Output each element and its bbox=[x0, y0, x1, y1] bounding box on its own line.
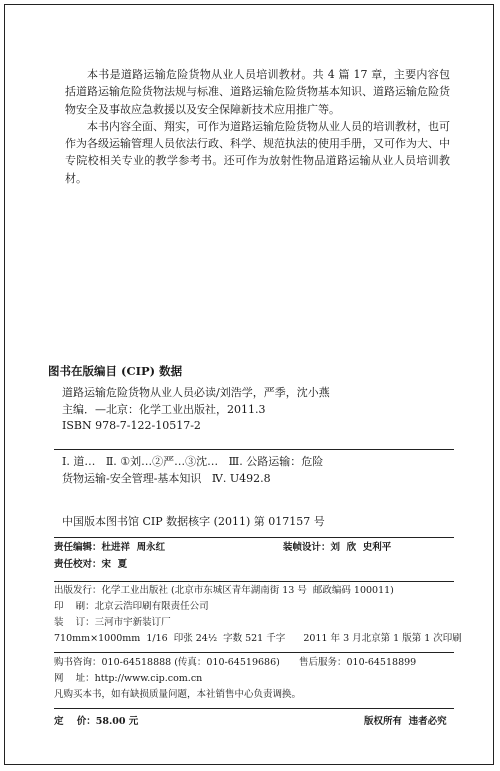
copyright-notice: 版权所有 违者必究 bbox=[364, 716, 447, 727]
binder-info: 装 订：三河市宇新装订厂 bbox=[54, 617, 171, 628]
website: 网 址：http://www.cip.com.cn bbox=[54, 673, 203, 684]
divider bbox=[54, 652, 454, 653]
publisher-info: 出版发行：化学工业出版社 (北京市东城区青年湖南街 13 号 邮政编码 100011) bbox=[54, 585, 394, 596]
intro-text bbox=[65, 66, 450, 187]
return-notice: 凡购买本书，如有缺损质量问题，本社销售中心负责调换。 bbox=[54, 689, 302, 700]
divider bbox=[54, 581, 454, 582]
cover-designer: 装帧设计：刘 欣 史利平 bbox=[283, 542, 392, 553]
format-info: 710mm×1000mm 1/16 印张 24½ 字数 521 千字 2011 年 3 月北京第 1 版第 1 次印刷 bbox=[54, 633, 462, 644]
cip-line-1: 道路运输危险货物从业人员必读/刘浩学，严季，沈小燕 bbox=[62, 386, 330, 399]
intro-paragraph-2: 本书内容全面、翔实，可作为道路运输危险货物从业人员的培训教材，也可作为各级运输管理人员依法行政、科学、规范执法的使用手册，又可作为大、中专院校相关专业的教学参考书。还可作为放射性物品道路运输从业人员培训教材。 bbox=[65, 119, 450, 185]
cip-number: 中国版本图书馆 CIP 数据核字 (2011) 第 017157 号 bbox=[62, 515, 325, 528]
divider bbox=[54, 449, 454, 450]
divider bbox=[54, 537, 454, 538]
cip-line-2: 主编．—北京：化学工业出版社，2011.3 bbox=[62, 402, 266, 416]
cip-classification bbox=[62, 453, 323, 487]
after-sales-contact: 售后服务：010-64518899 bbox=[299, 657, 417, 668]
cip-heading: 图书在版编目 (CIP) 数据 bbox=[48, 364, 183, 378]
cip-record bbox=[62, 385, 330, 435]
responsible-editor: 责任编辑：杜进祥 周永红 bbox=[54, 542, 166, 553]
intro-paragraph-1: 本书是道路运输危险货物从业人员培训教材。共 4 篇 17 章，主要内容包括道路运输危险货物法规与标准、道路运输危险货物基本知识、道路运输危险货物安全及事故应急救援以及安全保障新技术应用推广等。 bbox=[65, 68, 450, 116]
printer-info: 印 刷：北京云浩印刷有限责任公司 bbox=[54, 601, 209, 612]
divider bbox=[54, 708, 454, 709]
cip-class-line-2: 货物运输-安全管理-基本知识 Ⅳ. U492.8 bbox=[62, 472, 271, 485]
cip-class-line-1: Ⅰ. 道… Ⅱ. ①刘…②严…③沈… Ⅲ. 公路运输：危险 bbox=[62, 455, 324, 468]
cip-isbn: ISBN 978-7-122-10517-2 bbox=[62, 419, 201, 432]
purchase-contact: 购书咨询：010-64518888 (传真：010-64519686) bbox=[54, 657, 280, 668]
price: 定 价：58.00 元 bbox=[54, 716, 139, 727]
proofreader: 责任校对：宋 夏 bbox=[54, 559, 128, 570]
